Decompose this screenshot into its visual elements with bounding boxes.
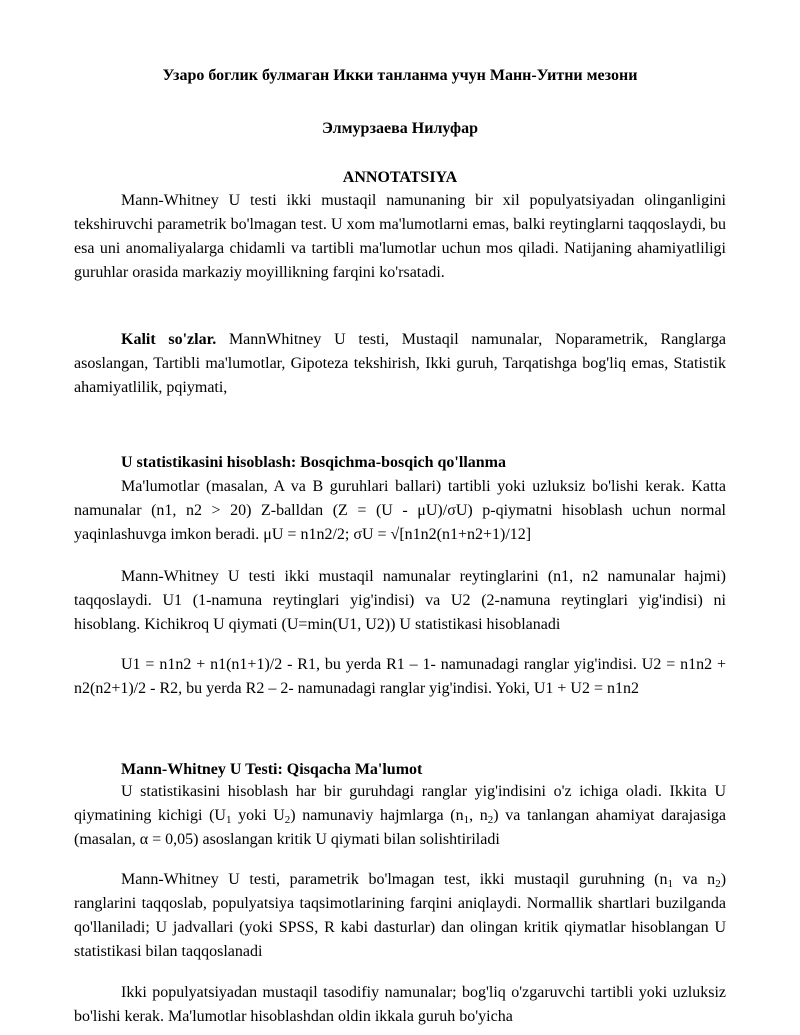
s2p1-text-e: ) va tanlangan ahamiyat darajasiga (masalan, α = 0,05) asoslangan kritik U qiymati bilan solishtiriladi: [74, 807, 726, 848]
section2-paragraph-3: Ikki populyatsiyadan mustaqil tasodifiy namunalar; bog'liq o'zgaruvchi tartibli yoki uzluksiz bo'lishi kerak. Ma'lumotlar hisoblashdan oldin ikkala guruh bo'yicha: [74, 984, 726, 1025]
s2p2-text-c: ) ranglarini taqqoslab, populyatsiya taqsimotlarining farqini aniqlaydi. Normallik shartlari buzilganda qo'llaniladi; U jadvallari (yoki SPSS, R kabi dasturlar) dan olingan kritik qiymatlar hisoblangan U statistikasi bilan taqqoslanadi: [74, 871, 727, 960]
abstract-heading: ANNOTATSIYA: [342, 169, 458, 186]
s2p1-text-a: U statistikasini hisoblash har bir guruhdagi ranglar yig'indisini o'z ichiga oladi. Ikkita U qiymatining kichigi (U: [74, 783, 726, 824]
keywords-text: MannWhitney U testi, Mustaqil namunalar, Noparametrik, Ranglarga asoslangan, Tartibli ma'lumotlar, Gipoteza tekshirish, Ikki guruh, Tarqatishga bog'liq emas, Statistik ahamiyatlilik, pqiymati,: [74, 331, 726, 396]
s2p1-text-d: , n: [469, 807, 488, 824]
s2p2-sub-2: 2: [715, 878, 721, 890]
s2p1-text-b: yoki U: [231, 807, 285, 824]
keywords-label: Kalit so'zlar.: [121, 331, 217, 348]
s2p1-text-c: ) namunaviy hajmlarga (n: [290, 807, 464, 824]
abstract-text: Mann-Whitney U testi ikki mustaqil namunaning bir xil populyatsiyadan olinganligini tekshiruvchi parametrik bo'lmagan test. U xom ma'lumotlarni emas, balki reytinglarni taqqoslaydi, bu esa uni anomaliyalarga chidamli va tartibli ma'lumotlar uchun mos qiladi. Natijaning ahamiyatliligi guruhlar orasida markaziy moyillikning farqini ko'rsatadi.: [74, 192, 726, 281]
s2p2-text-b: va n: [672, 871, 716, 888]
s2p1-sub-2: 2: [284, 814, 291, 826]
section1-paragraph-2: Mann-Whitney U testi ikki mustaqil namunalar reytinglarini (n1, n2 namunalar hajmi) taqqoslaydi. U1 (1-namuna reytinglari yig'indisi) va U2 (2-namuna reytinglari yig'indisi) ni hisoblang. Kichikroq U qiymati (U=min(U1, U2)) U statistikasi hisoblanadi: [74, 568, 726, 633]
keywords-paragraph: [74, 328, 726, 400]
section1-paragraph-1: Ma'lumotlar (masalan, A va B guruhlari ballari) tartibli yoki uzluksiz bo'lishi kerak. Katta namunalar (n1, n2 > 20) Z-balldan (Z = (U - μU)/σU) p-qiymatni hisoblash uchun normal yaqinlashuvga imkon beradi. μU = n1n2/2; σU = √[n1n2(n1+n2+1)/12]: [74, 478, 726, 543]
s2p1-sub-3: 1: [463, 814, 470, 826]
section-heading-u-statistic: U statistikasini hisoblash: Bosqichma-bosqich qo'llanma: [121, 454, 506, 471]
section2-paragraph-1: [74, 780, 726, 852]
s2p1-sub-1: 1: [225, 814, 232, 826]
s2p1-sub-4: 2: [487, 814, 494, 826]
s2p2-sub-1: 1: [667, 878, 673, 890]
author-name: Элмурзаева Нилуфар: [322, 120, 478, 137]
section-heading-summary: Mann-Whitney U Testi: Qisqacha Ma'lumot: [121, 761, 423, 778]
section1-paragraph-3: U1 = n1n2 + n1(n1+1)/2 - R1, bu yerda R1 – 1- namunadagi ranglar yig'indisi. U2 = n1n2 + n2(n2+1)/2 - R2, bu yerda R2 – 2- namunadagi ranglar yig'indisi. Yoki, U1 + U2 = n1n2: [74, 656, 726, 697]
s2p2-text-a: Mann-Whitney U testi, parametrik bo'lmagan test, ikki mustaqil guruhning (n: [121, 871, 668, 888]
section2-paragraph-2: [74, 868, 726, 964]
paper-title: Узаро боглик булмаган Икки танланма учун Манн-Уитни мезони: [162, 67, 638, 84]
